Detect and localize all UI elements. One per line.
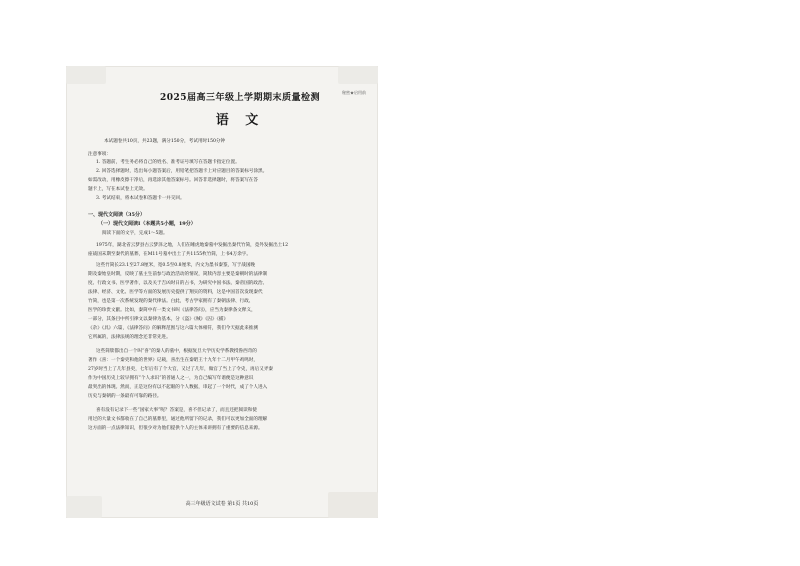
scan-corner-mark xyxy=(338,66,378,84)
notice-item: 如需改动，用橡皮擦干净后，再选涂其他答案标号。回答非选择题时，将答案写在答 xyxy=(88,178,258,183)
body-line: 竹简，也是第一次系统发现的秦代律法。白此，考古学家拥有了秦朝法律、行政、 xyxy=(88,299,254,304)
section-heading: 一、现代文阅读（35分） xyxy=(88,212,145,218)
body-line: 著作《喜：一个秦吏和他的世界》记载，喜出生在秦昭王十九年十二月甲午鸡鸣时， xyxy=(88,358,258,363)
body-line: 这方面的一点法律知识，但很少对为他们提供个人的主体来讲拥有了重要的信息来源。 xyxy=(88,426,263,431)
notice-item: 1. 答题前，考生务必将自己的姓名、准考证号填写在答题卡指定位置。 xyxy=(96,160,240,165)
body-line: 度、行政文书、医学著作，以及关于吉凶时日的占书，为研究中国书法、秦帝国的政治、 xyxy=(88,281,268,286)
body-line: 喜有没有记录下一些“国家大事”呢？答案是，喜不但记录了，而且还把阅读和使 xyxy=(96,408,257,413)
exam-intro: 本试题卷共10页，共23题，满分150分，考试用时150分钟 xyxy=(104,139,226,144)
scanned-exam-page xyxy=(66,66,378,518)
scan-corner-mark xyxy=(66,66,106,84)
notice-item: 3. 考试结束，将本试卷和答题卡一并交回。 xyxy=(96,196,185,201)
exam-title: 2025届高三年级上学期期末质量检测 xyxy=(159,93,321,103)
body-line: 1975年，湖北省云梦县古云梦泽之地，人们在睡虎地秦墓中发掘出秦代竹简，竟外发掘出土12 xyxy=(96,243,289,248)
body-line: 期及秦始皇时期，反映了墓主生前参与政治活动的情况，简牍内容主要是秦朝时的法律制 xyxy=(88,272,268,277)
body-line: 法律、经济、文化、医学等方面的发展历史提供了翔实的资料，这是中国首次发现秦代 xyxy=(88,290,263,295)
notice-title: 注意事项： xyxy=(88,152,111,157)
body-line: 作为中国历史上较早拥有“个人求识”的普通人之一，为自己编写年谱便是这种意识 xyxy=(88,376,254,381)
body-line: 27岁时当上了几年县吏，七年后有了个大官，又过了几年，做官了当上了令史，再后又弄秦 xyxy=(88,367,274,372)
section-subheading: （一）现代文阅读Ⅰ（本题共5小题，19分） xyxy=(98,221,196,227)
body-line: 它所属的，法律法规的理念还非常先进。 xyxy=(88,335,171,340)
body-line: 这些简牍都出自一个叫“喜”的秦人的墓中，根据复旦大学历史学系教授鲁西奇的 xyxy=(96,349,257,354)
subject-title: 语 文 xyxy=(215,113,265,128)
secret-tag: 秘密★启用前 xyxy=(342,90,366,95)
body-line: 医学的珍贵文献。比如，秦简中有一类文书叫《法律答问》，应当为秦律条文释义， xyxy=(88,308,256,313)
body-line: 《杂》《具》六篇，《法律答问》的解释范围与这六篇大体相符，我们今天据此来推测 xyxy=(88,326,258,331)
body-line: 这些竹简长23.1至27.8厘米，宽0.5至0.8厘米，内文为墨书秦篆，写于战国晚 xyxy=(96,263,256,268)
section-instruction: 阅读下面的文字，完成1～5题。 xyxy=(102,231,168,236)
body-line: 一部分，其条目中所引律文以秦律为基本，分《盗》《贼》《囚》《捕》 xyxy=(88,317,229,322)
notice-item: 2. 回答选择题时，选出每小题答案后，用铅笔把答题卡上对应题目的答案标号涂黑。 xyxy=(96,169,268,174)
body-line: 历史与秦朝的一条最有可靠的路径。 xyxy=(88,394,162,399)
body-line: 最突出的体现。然而，正是这份有以不起眼的个人数据，串起了一个时代，成了个人进入 xyxy=(88,385,268,390)
notice-item: 题卡上，写在本试卷上无效。 xyxy=(88,187,148,192)
body-line: 座战国末期至秦代的墓葬，在M11号墓中出土了共1155枚竹简，上书4万余字。 xyxy=(88,252,251,257)
body-line: 用过的大量文书都收在了自己的墓葬里，通过他所留下的记录，我们可以更加全面的理解 xyxy=(88,417,268,422)
page-footer: 高三年级语文试卷 第1页 共10页 xyxy=(185,501,259,507)
